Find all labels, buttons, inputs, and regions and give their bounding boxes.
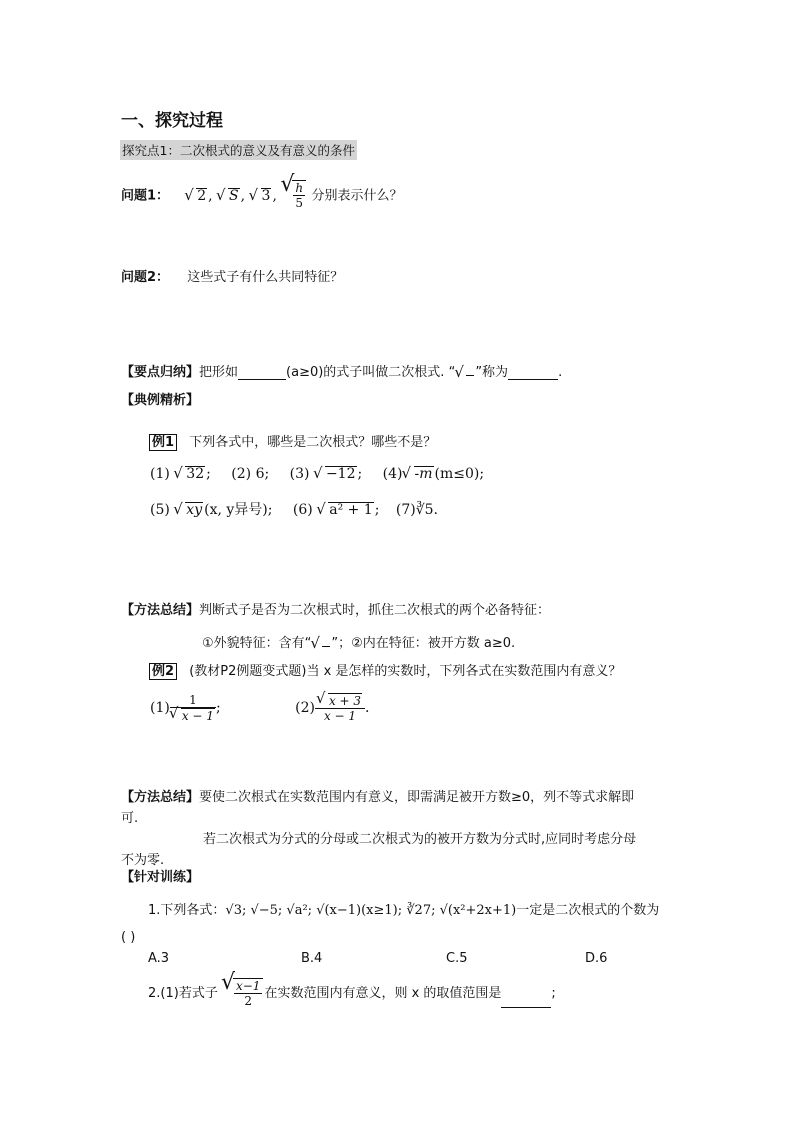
- training-2-denominator: 2: [244, 994, 253, 1008]
- range-answer-blank[interactable]: [501, 1007, 551, 1008]
- example-1-row-2: [150, 499, 438, 519]
- training-2-numerator: √ x−1: [235, 979, 261, 993]
- training-2-end: ;: [551, 986, 556, 1001]
- expr-sqrt-s: S: [229, 187, 239, 204]
- part-1-label: (1): [150, 700, 170, 716]
- item-4-radicand: -m: [414, 466, 433, 482]
- item-4-condition: (m≤0);: [434, 466, 485, 482]
- part-2-end: .: [365, 700, 370, 716]
- part-1-denominator: x − 1: [181, 709, 214, 723]
- section-heading: 一、探究过程: [121, 111, 223, 131]
- method-summary-2-text-2: 若二次根式为分式的分母或二次根式为的被开方数为分式时,应同时考虑分母: [203, 832, 637, 847]
- option-d[interactable]: D.6: [585, 951, 608, 966]
- training-1: [148, 899, 659, 918]
- part-1-end: ;: [215, 700, 221, 716]
- example-1: [149, 431, 436, 450]
- frac-num-h: √ h: [295, 181, 304, 195]
- item-6-radicand: a² + 1: [329, 502, 373, 518]
- part-1-numerator: 1: [170, 693, 216, 708]
- example-2-items: [150, 693, 370, 723]
- question-2-label: 问题2：: [121, 270, 170, 285]
- item-7: (7)∛5.: [395, 502, 438, 518]
- item-3-radicand: −12: [325, 466, 356, 482]
- training-1-prefix: 1.下列各式：: [148, 903, 226, 918]
- training-2-prefix: 2.(1)若式子: [148, 986, 218, 1001]
- feature-intrinsic: ”；②内在特征：被开方数 a≥0.: [331, 636, 516, 651]
- key-point-condition: (a≥0)的式子叫做二次根式. “: [286, 365, 456, 380]
- question-1: [121, 180, 403, 210]
- item-1-label: (1): [150, 466, 170, 482]
- frac-den-5: 5: [295, 196, 304, 210]
- item-2: (2) 6;: [231, 466, 270, 482]
- option-a[interactable]: A.3: [148, 951, 170, 966]
- item-4-label: (4): [382, 466, 403, 482]
- item-6-end: ;: [374, 502, 380, 518]
- training-1-suffix: 一定是二次根式的个数为: [516, 903, 660, 918]
- method-summary-1-text: 判断式子是否为二次根式时，抓住二次根式的两个必备特征：: [199, 603, 551, 618]
- method-summary-2: [121, 786, 634, 805]
- method-summary-1-label: 【方法总结】: [121, 603, 200, 618]
- key-point-text: 把形如: [199, 365, 239, 380]
- item-5-radicand: xy: [186, 502, 203, 518]
- question-1-label: 问题1：: [121, 188, 170, 204]
- key-point-summary: [121, 361, 562, 380]
- item-1-end: ;: [206, 466, 211, 482]
- targeted-training-label: 【针对训练】: [121, 870, 200, 885]
- fill-blank-1[interactable]: [238, 379, 286, 380]
- example-1-tag: 例1: [149, 434, 177, 451]
- key-point-label: 【要点归纳】: [121, 365, 200, 380]
- option-b[interactable]: B.4: [301, 951, 323, 966]
- option-c[interactable]: C.5: [446, 951, 468, 966]
- method-summary-2-label: 【方法总结】: [121, 790, 200, 805]
- method-summary-1-features: [202, 632, 515, 651]
- item-6-label: (6): [292, 502, 313, 518]
- question-2: [121, 266, 343, 285]
- training-2-text: 在实数范围内有意义，则 x 的取值范围是: [264, 986, 502, 1001]
- example-1-question: 下列各式中，哪些是二次根式？哪些不是？: [189, 435, 437, 450]
- expr-sqrt-3: 3: [261, 187, 271, 204]
- example-2: [149, 660, 621, 679]
- answer-parentheses[interactable]: ( ): [121, 930, 136, 945]
- item-3-end: ;: [357, 466, 363, 482]
- method-summary-2-text: 要使二次根式在实数范围内有意义，即需满足被开方数≥0，列不等式求解即: [199, 790, 635, 805]
- example-2-question: (教材P2例题变式题)当 x 是怎样的实数时，下列各式在实数范围内有意义？: [189, 664, 622, 679]
- method-summary-2-cont-2: 不为零.: [121, 853, 165, 868]
- item-3-label: (3): [289, 466, 310, 482]
- item-5-condition: (x, y异号);: [204, 502, 273, 518]
- question-1-expressions: √ 2 , √ S , √ 3 , √ $\frac{h}{5}$: [185, 188, 311, 204]
- item-1-radicand: 32: [186, 466, 205, 482]
- item-5-label: (5): [150, 502, 170, 518]
- example-1-row-1: [150, 466, 484, 482]
- method-summary-2-cont: 可.: [121, 811, 139, 826]
- part-2-numerator: x + 3: [328, 694, 362, 708]
- training-1-expressions: √3; √−5; √a²; √(x−1)(x≥1); ∛27; √(x²+2x+1): [225, 903, 517, 918]
- typical-examples-label: 【典例精析】: [121, 393, 200, 408]
- exploration-point-title: 探究点1：二次根式的意义及有意义的条件: [120, 140, 357, 160]
- part-2-label: (2): [295, 700, 315, 716]
- feature-appearance: ①外貌特征：含有“: [202, 636, 312, 651]
- expr-sqrt-2: 2: [197, 187, 207, 204]
- key-point-end: .: [558, 365, 563, 380]
- part-2-denominator: x − 1: [323, 709, 357, 723]
- method-summary-1: [121, 599, 550, 618]
- training-2: [148, 978, 556, 1008]
- question-2-text: 这些式子有什么共同特征？: [187, 270, 344, 285]
- example-2-tag: 例2: [149, 663, 177, 680]
- key-point-text-2: ”称为: [475, 365, 509, 380]
- fill-blank-2[interactable]: [508, 379, 558, 380]
- question-1-text: 分别表示什么？: [311, 188, 403, 204]
